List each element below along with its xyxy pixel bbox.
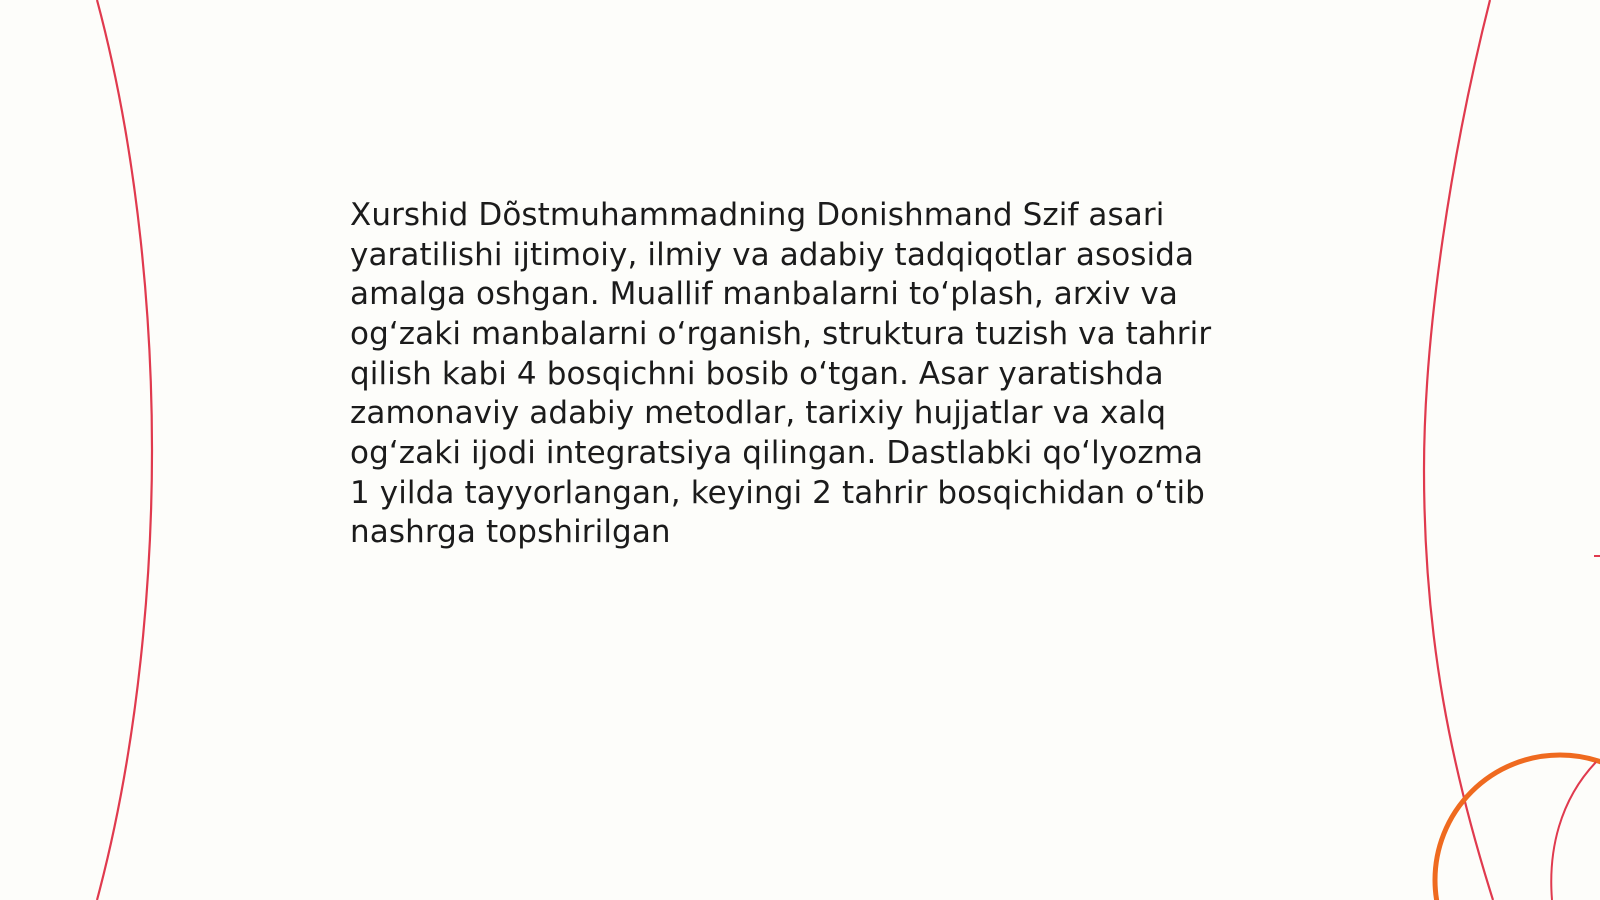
left-arc-decoration <box>97 0 152 900</box>
bottom-right-inner-arc-decoration <box>1551 762 1596 900</box>
slide-body-text: Xurshid Dõstmuhammadning Donishmand Szif asari yaratilishi ijtimoiy, ilmiy va adabiy tadqiqotlar asosida amalga oshgan. Muallif manbalarni to‘plash, arxiv va og‘zaki manbalarni o‘rganish, struktura tuzish va tahrir qilish kabi 4 bosqichni bosib o‘tgan. Asar yaratishda zamonaviy adabiy metodlar, tarixiy hujjatlar va xalq og‘zaki ijodi integratsiya qilingan. Dastlabki qo‘lyozma 1 yilda tayyorlangan, keyingi 2 tahrir bosqichidan o‘tib nashrga topshirilgan <box>350 197 1222 551</box>
right-arc-decoration <box>1424 0 1493 900</box>
bottom-right-circle-decoration <box>1435 755 1600 900</box>
